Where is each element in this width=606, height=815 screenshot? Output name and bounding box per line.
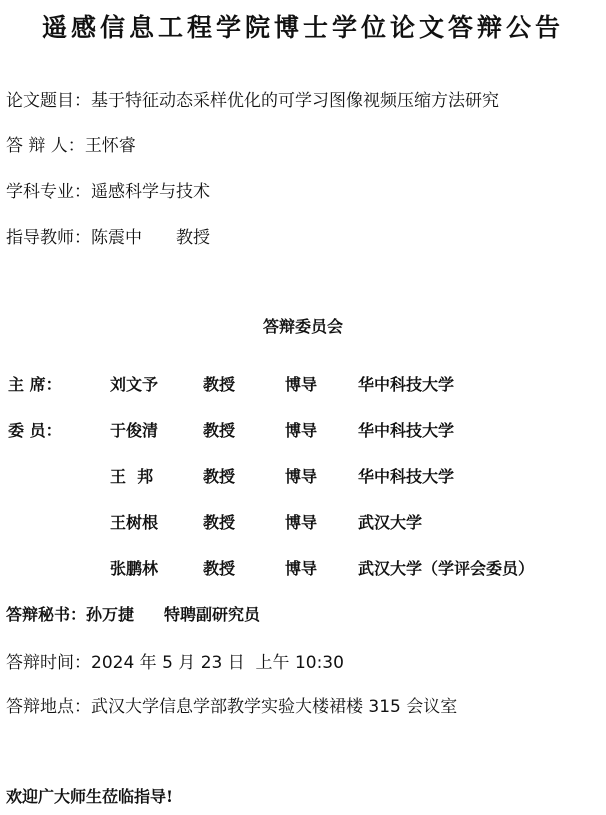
advisor-line	[6, 223, 210, 248]
major-value: 遥感科学与技术	[91, 182, 210, 202]
committee-member-name: 于俊清	[110, 421, 159, 440]
thesis-line	[6, 86, 499, 111]
place-value: 武汉大学信息学部教学实验大楼裙楼 315 会议室	[91, 697, 458, 717]
committee-member-title: 教授	[203, 375, 236, 394]
major-label: 学科专业：	[6, 182, 91, 202]
advisor-label: 指导教师：	[6, 228, 91, 248]
committee-member-supervisor: 博导	[285, 421, 318, 440]
committee-member-name: 王树根	[110, 513, 159, 532]
secretary-title: 特聘副研究员	[164, 605, 261, 624]
respondent-label: 答 辩 人：	[6, 136, 85, 156]
respondent-line	[6, 131, 136, 156]
place-label: 答辩地点：	[6, 697, 91, 717]
respondent-name: 王怀睿	[84, 136, 136, 156]
thesis-title: 基于特征动态采样优化的可学习图像视频压缩方法研究	[91, 91, 499, 111]
major-line	[6, 177, 210, 202]
secretary-name: 孙万捷	[86, 605, 135, 624]
committee-member-supervisor: 博导	[285, 559, 318, 578]
committee-member-supervisor: 博导	[285, 467, 318, 486]
committee-member-unit: 武汉大学（学评会委员）	[358, 559, 535, 578]
committee-member-title: 教授	[203, 513, 236, 532]
committee-member-unit: 华中科技大学	[358, 421, 455, 440]
committee-member-unit: 华中科技大学	[358, 467, 455, 486]
committee-member-title: 教授	[203, 559, 236, 578]
advisor-name: 陈震中	[91, 228, 142, 248]
committee-heading: 答辩委员会	[262, 317, 343, 336]
welcome-message: 欢迎广大师生莅临指导!	[6, 787, 174, 806]
committee-member-name: 张鹏林	[110, 559, 159, 578]
time-value: 2024 年 5 月 23 日 上午 10:30	[91, 653, 344, 673]
member-label: 委 员：	[8, 421, 62, 440]
committee-member-name: 刘文予	[110, 375, 159, 394]
committee-member-supervisor: 博导	[285, 513, 318, 532]
secretary-label: 答辩秘书：	[6, 605, 87, 624]
time-line	[6, 648, 344, 673]
announcement-title: 遥感信息工程学院博士学位论文答辩公告	[41, 13, 564, 42]
thesis-label: 论文题目：	[6, 91, 91, 111]
committee-member-title: 教授	[203, 421, 236, 440]
time-label: 答辩时间：	[6, 653, 91, 673]
committee-member-unit: 华中科技大学	[358, 375, 455, 394]
committee-member-title: 教授	[203, 467, 236, 486]
advisor-title: 教授	[176, 228, 210, 248]
chair-label: 主 席：	[8, 375, 62, 394]
committee-member-supervisor: 博导	[285, 375, 318, 394]
place-line	[6, 692, 457, 717]
secretary-line	[6, 602, 260, 625]
committee-member-unit: 武汉大学	[358, 513, 423, 532]
committee-member-name: 王 邦	[110, 467, 154, 486]
